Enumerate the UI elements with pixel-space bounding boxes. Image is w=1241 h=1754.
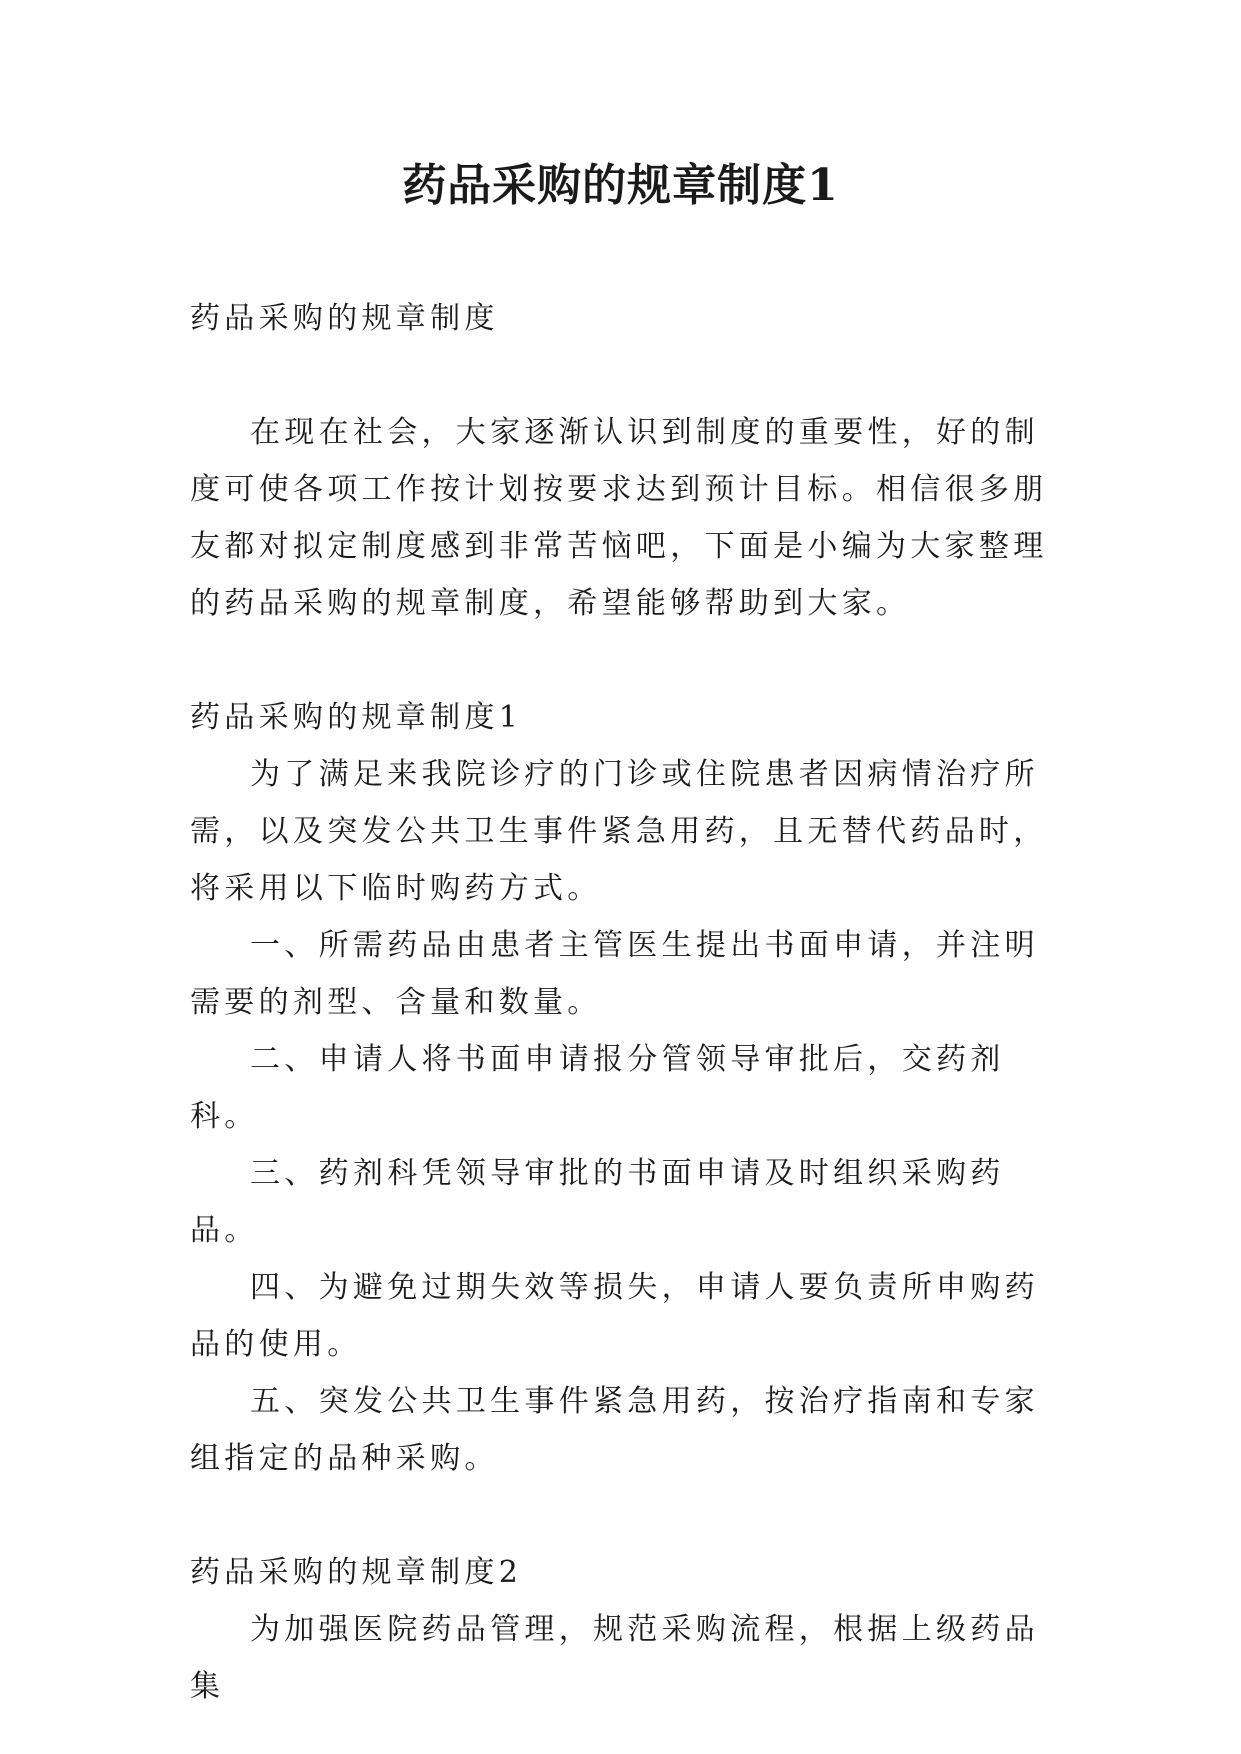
section1-paragraph-4: 三、药剂科凭领导审批的书面申请及时组织采购药品。: [190, 1156, 1005, 1248]
section1-paragraph-1: 为了满足来我院诊疗的门诊或住院患者因病情治疗所需，以及突发公共卫生事件紧急用药，且无替代药品时，将采用以下临时购药方式。: [190, 757, 1048, 906]
section1-paragraph-3: 二、申请人将书面申请报分管领导审批后，交药剂科。: [190, 1042, 1005, 1134]
section2-paragraph-1: 为加强医院药品管理，规范采购流程，根据上级药品集: [190, 1612, 1039, 1704]
section1-paragraph-6: 五、突发公共卫生事件紧急用药，按治疗指南和专家组指定的品种采购。: [190, 1384, 1039, 1476]
intro-paragraph: 在现在社会，大家逐渐认识到制度的重要性，好的制度可使各项工作按计划按要求达到预计目标。相信很多朋友都对拟定制度感到非常苦恼吧，下面是小编为大家整理的药品采购的规章制度，希望能够帮助到大家。: [190, 415, 1048, 621]
section1-heading: 药品采购的规章制度1: [190, 700, 523, 735]
section1-paragraph-5: 四、为避免过期失效等损失，申请人要负责所申购药品的使用。: [190, 1270, 1039, 1362]
intro-heading: 药品采购的规章制度: [190, 301, 499, 336]
section2-heading: 药品采购的规章制度2: [190, 1555, 523, 1590]
spacer: [190, 347, 1052, 404]
document-title: 药品采购的规章制度1: [402, 160, 839, 211]
spacer: [190, 1487, 1052, 1544]
spacer: [190, 632, 1052, 689]
document-body: [190, 290, 1052, 1715]
section1-paragraph-2: 一、所需药品由患者主管医生提出书面申请，并注明需要的剂型、含量和数量。: [190, 928, 1039, 1020]
